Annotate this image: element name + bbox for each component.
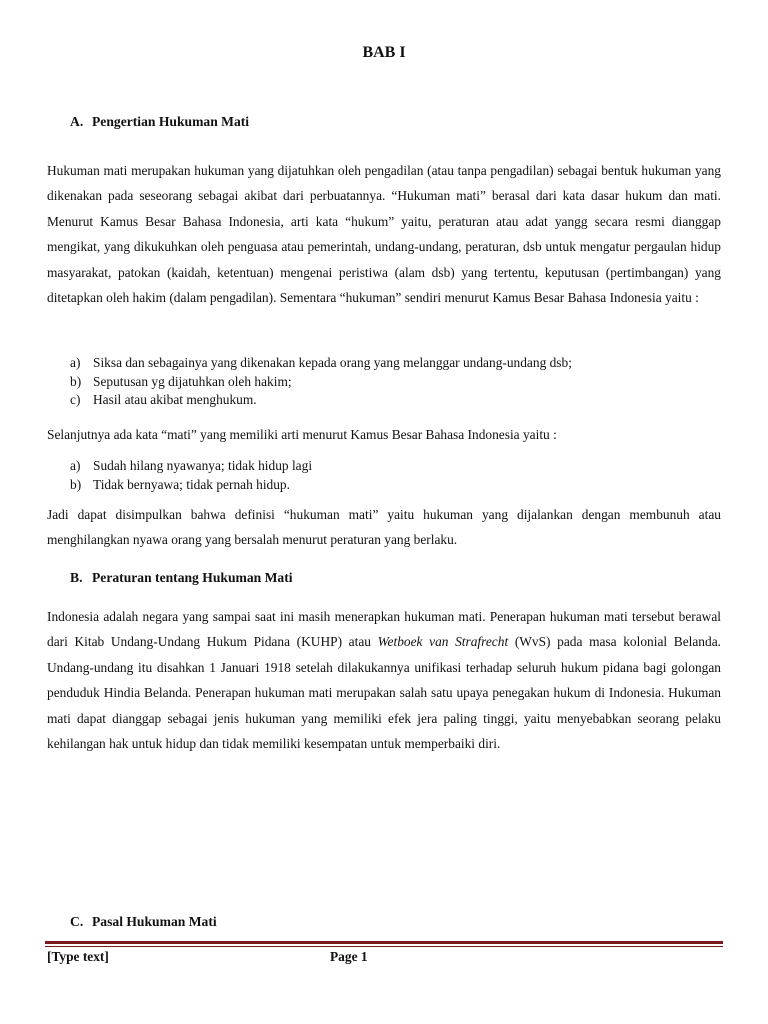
wvs-italic-term: Wetboek van Strafrecht — [377, 634, 509, 650]
section-b-paragraph — [47, 604, 721, 756]
list-marker: b) — [70, 476, 82, 492]
footer-placeholder-text: [Type text] — [47, 949, 109, 964]
list-item — [70, 391, 572, 410]
footer-divider — [45, 941, 723, 947]
list-marker: b) — [70, 373, 82, 389]
list-item — [70, 457, 312, 476]
section-b-title: Peraturan tentang Hukuman Mati — [92, 570, 293, 585]
hukuman-definition-list — [70, 354, 572, 410]
list-item — [70, 354, 572, 373]
section-b-letter: B. — [70, 570, 83, 585]
list-item-text: Seputusan yg dijatuhkan oleh hakim; — [93, 373, 292, 389]
section-a-heading — [70, 114, 249, 130]
mati-definition-list — [70, 457, 312, 494]
list-marker: c) — [70, 392, 81, 407]
list-item-text: Siksa dan sebagainya yang dikenakan kepada orang yang melanggar undang-undang dsb; — [93, 355, 572, 370]
section-c-letter: C. — [70, 914, 84, 929]
list-item — [70, 476, 312, 495]
paragraph-text: (WvS) pada masa kolonial Belanda. Undang-undang itu disahkan 1 Januari 1918 setelah dilakukannya unifikasi terhadap seluruh hukum pidana bagi golongan penduduk Hindia Belanda. Penerapan hukuman mati merupakan salah satu upaya penegakan hukum di Indonesia. Hukuman mati dapat dianggap sebagai jenis hukuman yang memiliki efek jera paling tinggi, yaitu menyebabkan seorang pelaku kehilangan hak untuk hidup dan tidak memiliki kesempatan untuk memperbaiki diri. — [47, 634, 721, 752]
list-item-text: Hasil atau akibat menghukum. — [93, 392, 257, 407]
section-b-heading — [70, 570, 293, 586]
list-item — [70, 373, 572, 392]
list-item-text: Sudah hilang nyawanya; tidak hidup lagi — [93, 458, 313, 473]
section-a-paragraph-2: Selanjutnya ada kata “mati” yang memiliki arti menurut Kamus Besar Bahasa Indonesia yaitu : — [47, 427, 557, 442]
chapter-title: BAB I — [362, 44, 406, 61]
section-a-letter: A. — [70, 114, 84, 129]
section-a-title: Pengertian Hukuman Mati — [92, 114, 250, 129]
paragraph-text: Indonesia adalah negara yang sampai saat ini masih menerapkan hukuman mati. Penerapan hukuman mati tersebut berawal dari Kitab Undang-Undang Hukum Pidana (KUHP) atau — [47, 609, 721, 650]
list-marker: a) — [70, 355, 81, 370]
list-marker: a) — [70, 458, 81, 473]
section-a-paragraph-3: Jadi dapat disimpulkan bahwa definisi “hukuman mati” yaitu hukuman yang dijalankan dengan membunuh atau menghilangkan nyawa orang yang bersalah menurut peraturan yang berlaku. — [47, 507, 721, 548]
list-item-text: Tidak bernyawa; tidak pernah hidup. — [93, 476, 290, 492]
section-a-paragraph-1: Hukuman mati merupakan hukuman yang dijatuhkan oleh pengadilan (atau tanpa pengadilan) sebagai bentuk hukuman yang dikenakan pada seseorang sebagai akibat dari perbuatannya. “Hukuman mati” berasal dari kata dasar hukum dan mati. Menurut Kamus Besar Bahasa Indonesia, arti kata “hukum” yaitu, peraturan atau adat yangg secara resmi dianggap mengikat, yang dikukuhkan oleh penguasa atau pemerintah, undang-undang, peraturan, dsb untuk mengatur pergaulan hidup masyarakat, patokan (kaidah, ketentuan) mengenai peristiwa (alam dsb) yang tertentu, keputusan (pertimbangan) yang ditetapkan oleh hakim (dalam pengadilan). Sementara “hukuman” sendiri menurut Kamus Besar Bahasa Indonesia yaitu : — [47, 163, 721, 306]
section-c-heading — [70, 914, 217, 930]
section-c-title: Pasal Hukuman Mati — [92, 914, 217, 929]
page-number: Page 1 — [330, 949, 368, 964]
